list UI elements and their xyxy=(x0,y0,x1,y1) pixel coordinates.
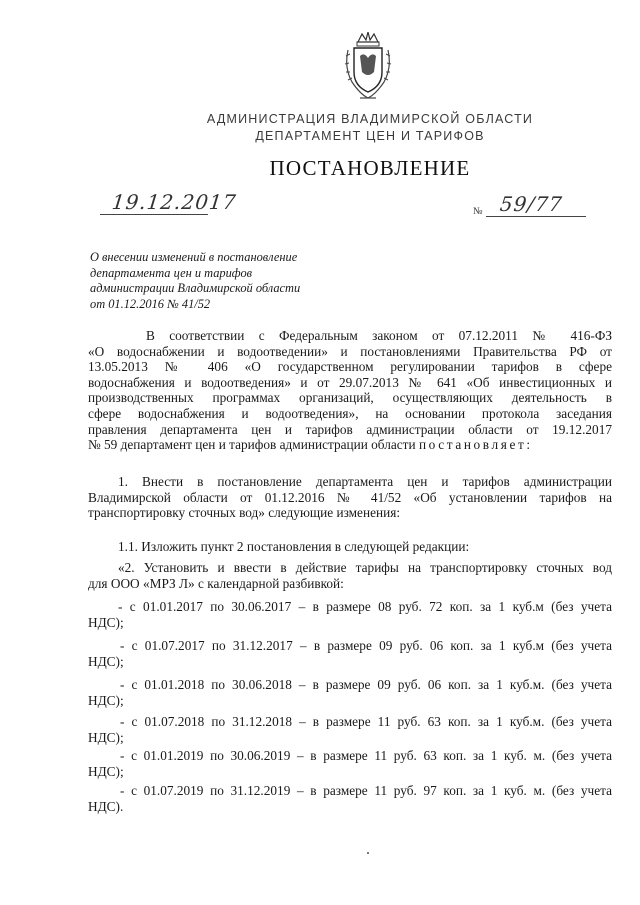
number-underline xyxy=(486,216,586,217)
tariff-line: НДС); xyxy=(88,692,124,708)
document-date: 19.12.2017 xyxy=(110,190,238,214)
subject-line: от 01.12.2016 № 41/52 xyxy=(90,296,211,311)
clause-line: для ООО «МРЗ Л» с календарной разбивкой: xyxy=(88,575,344,591)
clause-line: 1.1. Изложить пункт 2 постановления в следующей редакции: xyxy=(118,539,470,554)
tariff-item xyxy=(88,638,612,669)
preamble-line: «О водоснабжении и водоотведении» и постановлениями Правительства РФ от xyxy=(88,343,612,359)
tariff-line: - с 01.01.2018 по 30.06.2018 – в размере 09 руб. 06 коп. за 1 куб.м. (без учета xyxy=(120,677,612,692)
tariff-line: - с 01.07.2017 по 31.12.2017 – в размере 09 руб. 06 коп. за 1 куб.м (без учета xyxy=(120,638,612,653)
preamble-line: 13.05.2013 № 406 «О государственном регулировании тарифов в сфере xyxy=(88,359,612,375)
preamble-line: В соответствии с Федеральным законом от 07.12.2011 № 416-ФЗ xyxy=(146,328,612,343)
tariff-line: НДС). xyxy=(88,798,124,814)
preamble-line: водоснабжения и водоотведения» и от 29.07.2013 № 641 «Об инвестиционных и xyxy=(88,374,612,390)
tariff-item xyxy=(88,714,612,745)
subject-line: департамента цен и тарифов xyxy=(90,265,253,280)
clause-line: 1. Внести в постановление департамента цен и тарифов администрации xyxy=(118,474,612,489)
tariff-line: НДС); xyxy=(88,614,124,630)
tariff-item xyxy=(88,748,612,779)
clause-1 xyxy=(88,474,612,521)
preamble-line xyxy=(88,437,612,453)
tariff-line: - с 01.07.2019 по 31.12.2019 – в размере 11 руб. 97 коп. за 1 куб. м. (без учета xyxy=(120,783,612,798)
tariff-line: НДС); xyxy=(88,653,124,669)
tariff-item xyxy=(88,783,612,814)
tariff-line: - с 01.07.2018 по 31.12.2018 – в размере 11 руб. 63 коп. за 1 куб.м. (без учета xyxy=(120,714,612,729)
tariff-line: - с 01.01.2017 по 30.06.2017 – в размере 08 руб. 72 коп. за 1 куб.м (без учета xyxy=(118,599,612,614)
tariff-line: НДС); xyxy=(88,763,124,779)
clause-2 xyxy=(88,560,612,591)
clause-line: транспортировку сточных вод» следующие изменения: xyxy=(88,505,401,521)
tariff-item xyxy=(88,599,612,630)
organization-name: АДМИНИСТРАЦИЯ ВЛАДИМИРСКОЙ ОБЛАСТИ xyxy=(206,112,534,126)
department-name: ДЕПАРТАМЕНТ ЦЕН И ТАРИФОВ xyxy=(255,129,485,143)
preamble-line: производственных программах организаций, осуществляющих деятельность в xyxy=(88,390,612,406)
scan-speck xyxy=(367,852,369,854)
document-number: 59/77 xyxy=(498,192,564,216)
resolves-word: постановляет: xyxy=(418,437,533,453)
tariff-item xyxy=(88,677,612,708)
clause-line: «2. Установить и ввести в действие тарифы на транспортировку сточных вод xyxy=(118,560,612,575)
preamble-line: сфере водоснабжения и водоотведения», на основании протокола заседания xyxy=(88,405,612,421)
subject-line: О внесении изменений в постановление xyxy=(90,250,298,264)
number-prefix: № xyxy=(473,206,483,217)
clause-line: Владимирской области от 01.12.2016 № 41/52 «Об установлении тарифов на xyxy=(88,489,612,505)
tariff-line: НДС); xyxy=(88,729,124,745)
date-underline xyxy=(100,214,208,215)
preamble-line-part: № 59 департамент цен и тарифов администрации области xyxy=(88,437,416,453)
clause-1-1 xyxy=(88,539,612,555)
coat-of-arms-icon xyxy=(340,32,396,104)
document-subject xyxy=(90,250,330,312)
document-type: ПОСТАНОВЛЕНИЕ xyxy=(269,156,471,180)
tariff-line: - с 01.01.2019 по 30.06.2019 – в размере 11 руб. 63 коп. за 1 куб. м. (без учета xyxy=(120,748,612,763)
preamble-line: правления департамента цен и тарифов администрации области от 19.12.2017 xyxy=(88,421,612,437)
subject-line: администрации Владимирской области xyxy=(90,281,301,295)
preamble-paragraph xyxy=(88,328,612,453)
